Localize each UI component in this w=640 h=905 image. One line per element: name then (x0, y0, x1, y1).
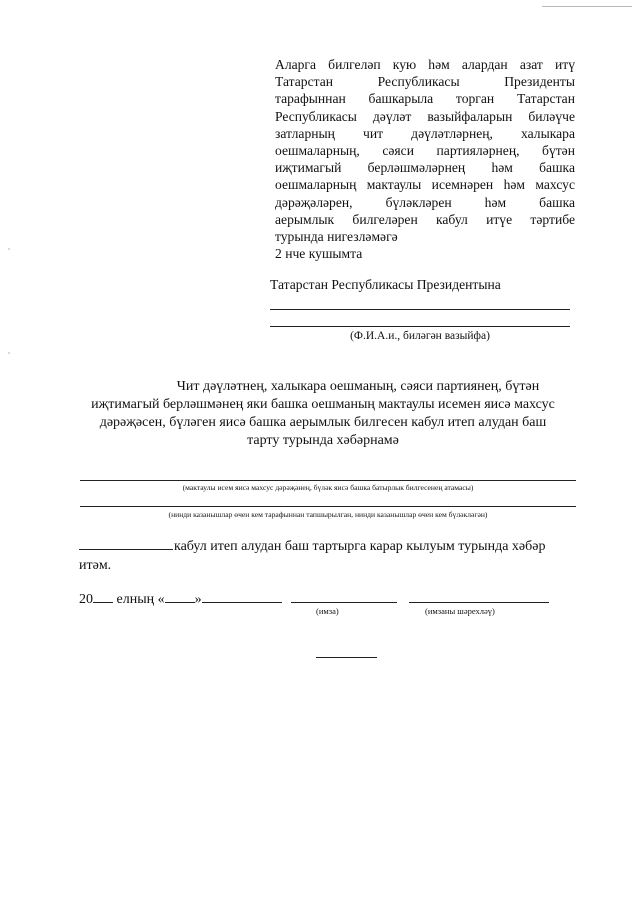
approval-annex-block (275, 56, 575, 262)
award-name-blank-line (80, 480, 576, 481)
approval-line: Аларга билгеләп кую һәм алардан азат итү (275, 57, 575, 72)
signature-decode-caption: (имзаны шәрехләү) (425, 606, 495, 616)
recipient-caption: (нинди казанышлар өчен кем тарафыннан тапшырылган, нинди казанышлар өчен кем бүләкләгән) (168, 510, 488, 519)
signature-blank (291, 589, 397, 603)
approval-line: тарафыннан башкарыла торган Татарстан (275, 91, 575, 107)
addressee-blank-line (270, 326, 570, 327)
signature-decode-blank (409, 589, 549, 603)
end-of-document-rule (316, 657, 377, 658)
award-name-caption: (мактаулы исем яисә махсус дәрәҗәнең, бүләк яисә башка батырлык билгесенең атамасы) (182, 483, 474, 492)
title-line: дәрәҗәсен, бүләген яисә башка аерымлык билгесен кабул итеп алудан баш (99, 415, 547, 430)
approval-line: затларның чит дәүләтләрнең, халыкара (275, 125, 575, 141)
approval-line: дәрәҗәләрен, бүләкләрен һәм башка (275, 194, 575, 210)
approval-line: турында нигезләмәгә (275, 229, 398, 245)
date-close: » (194, 592, 202, 607)
notification-line-text: кабул итеп алудан баш тартырга карар кылуым турында хәбәр (174, 539, 546, 554)
notification-text (79, 536, 579, 575)
name-position-caption: (Ф.И.А.и., биләгән вазыйфа) (350, 330, 490, 342)
day-blank (165, 589, 195, 603)
award-blank (79, 536, 173, 550)
annex-number: 2 нче кушымта (275, 246, 363, 262)
approval-line: оешмаларның, сәяси партияләрнең, бүтән (275, 143, 575, 159)
month-blank (202, 589, 282, 603)
signature-caption: (имза) (316, 606, 339, 616)
year-suffix: елның « (116, 592, 165, 607)
approval-line: Татарстан Республикасы Президенты (275, 74, 575, 90)
approval-line: иҗтимагый берләшмәләрнең һәм башка (275, 160, 575, 176)
approval-line: аерымлык билгеләрен кабул итүе тәртибе (275, 211, 575, 227)
year-prefix: 20 (79, 592, 93, 607)
addressee-line: Татарстан Республикасы Президентына (270, 277, 501, 292)
title-line: тарту турында хәбәрнамә (247, 433, 399, 448)
scan-margin-dot (8, 248, 10, 250)
document-title (70, 378, 576, 450)
addressee-blank-line (270, 309, 570, 310)
notification-line (79, 536, 579, 556)
recipient-blank-line (80, 506, 576, 507)
approval-line: оешмаларның мактаулы исемнәрен һәм махсус (275, 177, 575, 193)
approval-line: Республикасы дәүләт вазыйфаларын биләүче (275, 108, 575, 124)
notification-line-2: итәм. (79, 558, 112, 573)
year-blank (93, 589, 113, 603)
scan-margin-dot (8, 352, 10, 354)
title-line: Чит дәүләтнең, халыкара оешманың, сәяси партиянең, бүтән (176, 379, 540, 394)
scan-edge-mark (542, 6, 632, 7)
title-line: иҗтимагый берләшмәнең яки башка оешманың мактаулы исемен яисә махсус (91, 397, 555, 412)
